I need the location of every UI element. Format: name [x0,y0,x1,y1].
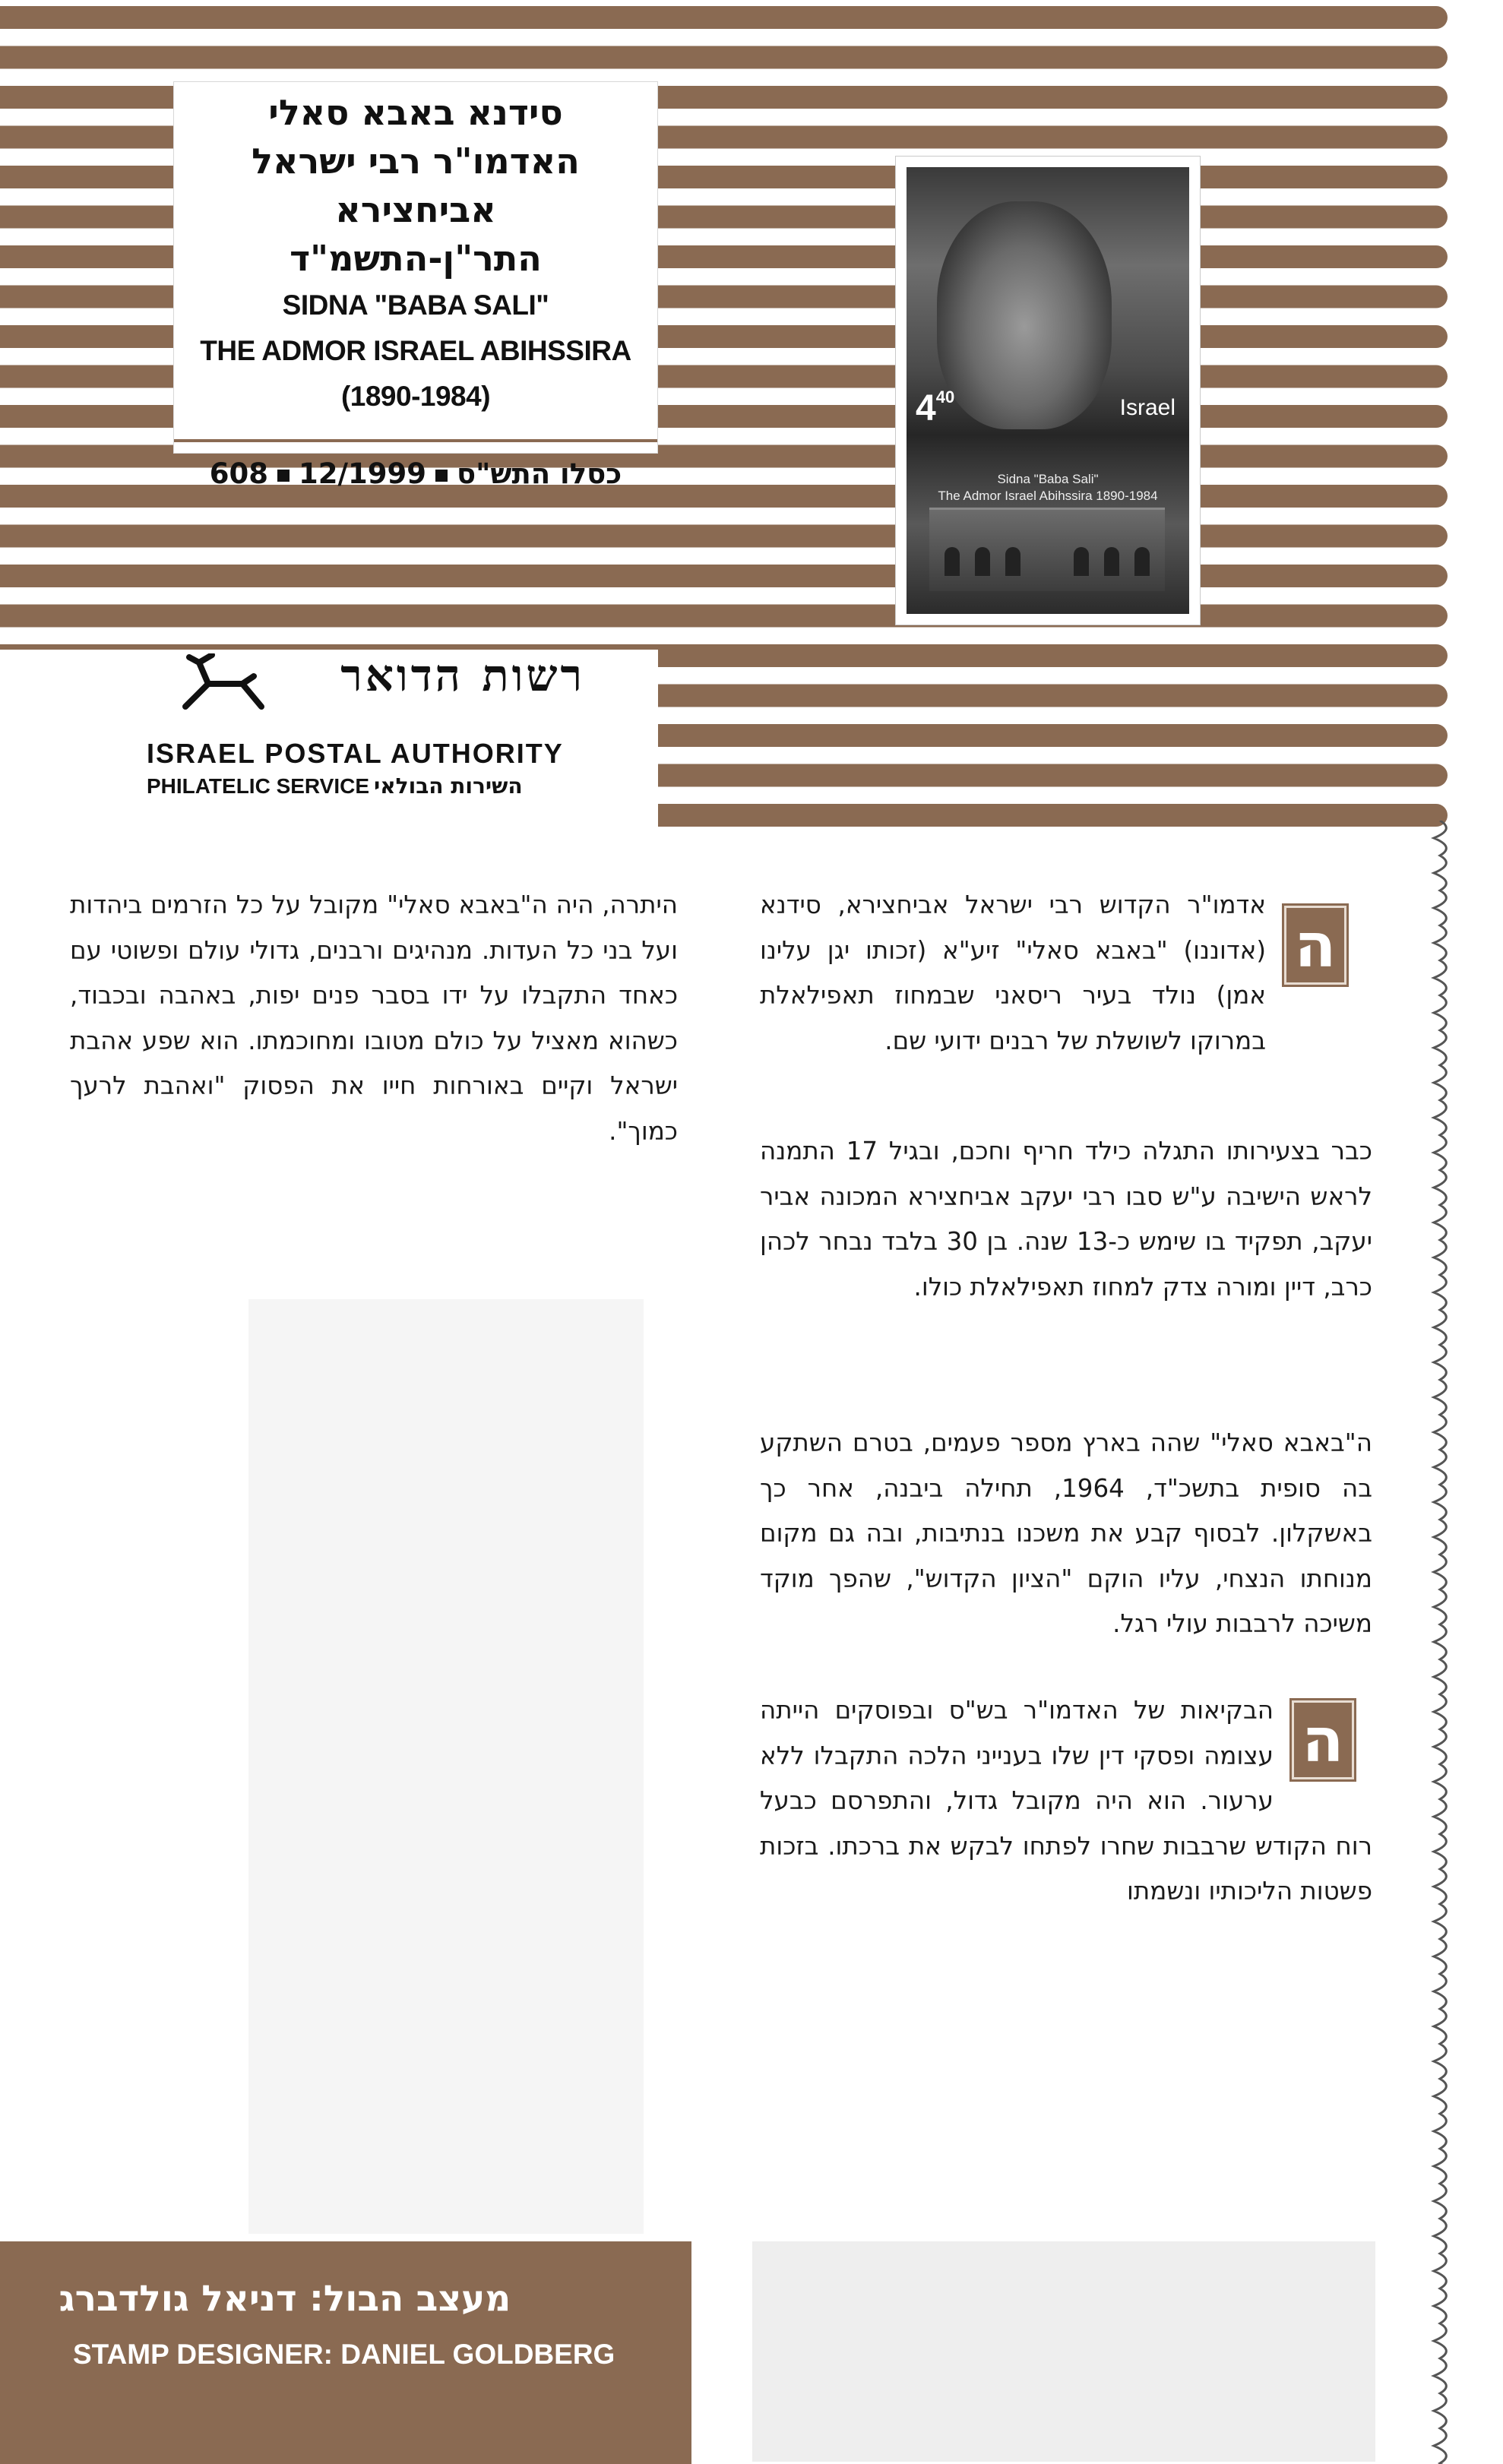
paragraph-3: ה"באבא סאלי" שהה בארץ מספר פעמים, בטרם השתקע בה סופית בתשכ"ד, 1964, תחילה ביבנה, אחר כך באשקלון. לבסוף קבע את משכנו בנתיבות, ובה גם מקום מנוחתו הנצחי, עליו הוקם "הציון הקדוש", שהפך מוקד משיכה לרבבות עולי רגל. [760,1428,1372,1638]
square-bullet-icon [277,470,290,482]
authority-hebrew: רשות הדואר [340,650,585,701]
dropcap-spacer [1274,1688,1372,1783]
issue-number: 608 [209,457,268,490]
english-years: (1890-1984) [340,381,491,412]
paragraph-4-text: הבקיאות של האדמו"ר בש"ס ובפוסקים הייתה עצומה ופסקי דין שלו בענייני הלכה התקבלו ללא ערעור. הוא היה מקובל גדול, והתפרסם כבעל רוח הקודש שרבבות שחרו לפתחו לבקש את ברכתו. בזכות פשטות הליכותיו ונשמתו [760,1696,1372,1906]
stamp-portrait [907,167,1189,614]
paragraph-4 [760,1688,1372,1915]
stamp-country: Israel [1119,395,1176,420]
stripe [0,525,1448,548]
tomb-building [929,508,1165,591]
stamp-value [916,387,954,429]
hebrew-name: סידנא באבא סאלי [268,92,563,133]
stripe [0,6,1448,29]
paragraph-2: כבר בצעירותו התגלה כילד חריף וחכם, ובגיל 17 התמנה לראש הישיבה ע"ש סבו רבי יעקב אביחצירא המכונה אביר יעקב, תפקיד בו שימש כ-13 שנה. בן 30 בלבד נבחר לכהן כרב, דיין ומורה צדק למחוז תאפילאלת כולו. [760,1137,1372,1302]
stamp-value-main: 4 [916,388,936,429]
title-box [173,81,658,490]
postal-authority-logo [0,650,658,828]
stamp-value-sup: 40 [935,387,955,406]
english-name: SIDNA "BABA SALI" [282,289,549,321]
service-hebrew: השירות הבולאי [374,773,523,799]
stripe [0,565,1448,587]
service-english: PHILATELIC SERVICE [147,774,370,798]
issue-date: 12/1999 [299,457,426,490]
designer-credit [0,2241,691,2464]
divider [174,439,657,442]
square-bullet-icon [435,470,448,482]
designer-hebrew: מעצב הבול: דניאל גולדברג [59,2278,511,2320]
perforated-edge [1425,821,1503,2464]
dropcap-1 [1284,906,1346,985]
stripe [0,605,1448,628]
reverse-bleed-through-2 [752,2241,1375,2462]
reverse-bleed-through [248,1299,644,2234]
issue-hebrew-date: כסלו התש"ס [456,457,622,490]
designer-english: STAMP DESIGNER: DANIEL GOLDBERG [73,2339,615,2370]
issue-info [174,457,657,490]
deer-icon [178,653,269,714]
portrait-face [937,201,1112,429]
authority-english: ISRAEL POSTAL AUTHORITY [147,738,564,769]
dropcap-letter: ה [1294,910,1337,981]
paragraph-5: היתרה, היה ה"באבא סאלי" מקובל על כל הזרמים ביהדות ועל בני כל העדות. מנהיגים ורבנים, גדולי עולם ופשוטי עם כאחד התקבלו על ידו בסבר פנים יפות, באהבה ובכבוד, כשהוא מאציל על כולם מטובו ומחוכמתו. הוא שפע אהבת ישראל וקיים באורחות חייו את הפסוק "ואהבת לרעך כמוך". [70,890,678,1146]
stamp-tab-line1: Sidna "Baba Sali" [997,472,1099,486]
stamp-tab-text [907,471,1189,505]
hebrew-title-line: האדמו"ר רבי ישראל אביחצירא [252,141,580,230]
stamp-image [895,156,1201,625]
hebrew-years: התר"ן-התשמ"ד [290,238,542,279]
english-title-line: THE ADMOR ISRAEL ABIHSSIRA [200,335,631,366]
folder-cover [0,0,1503,836]
paragraph-1-text: אדמו"ר הקדוש רבי ישראל אביחצירא, סידנא (אדוננו) "באבא סאלי" זיע"א (זכותו יגן עלינו אמן) נולד בעיר ריסאני שבמחוז תאפילאלת במרוקו לשושלת של רבנים ידועי שם. [760,890,1266,1055]
philatelic-service [147,773,523,799]
stamp-tab-line2: The Admor Israel Abihssira 1890-1984 [938,489,1158,503]
dropcap-letter-2: ה [1302,1705,1344,1776]
stripe [0,46,1448,69]
paragraph-1a [760,883,1266,1064]
